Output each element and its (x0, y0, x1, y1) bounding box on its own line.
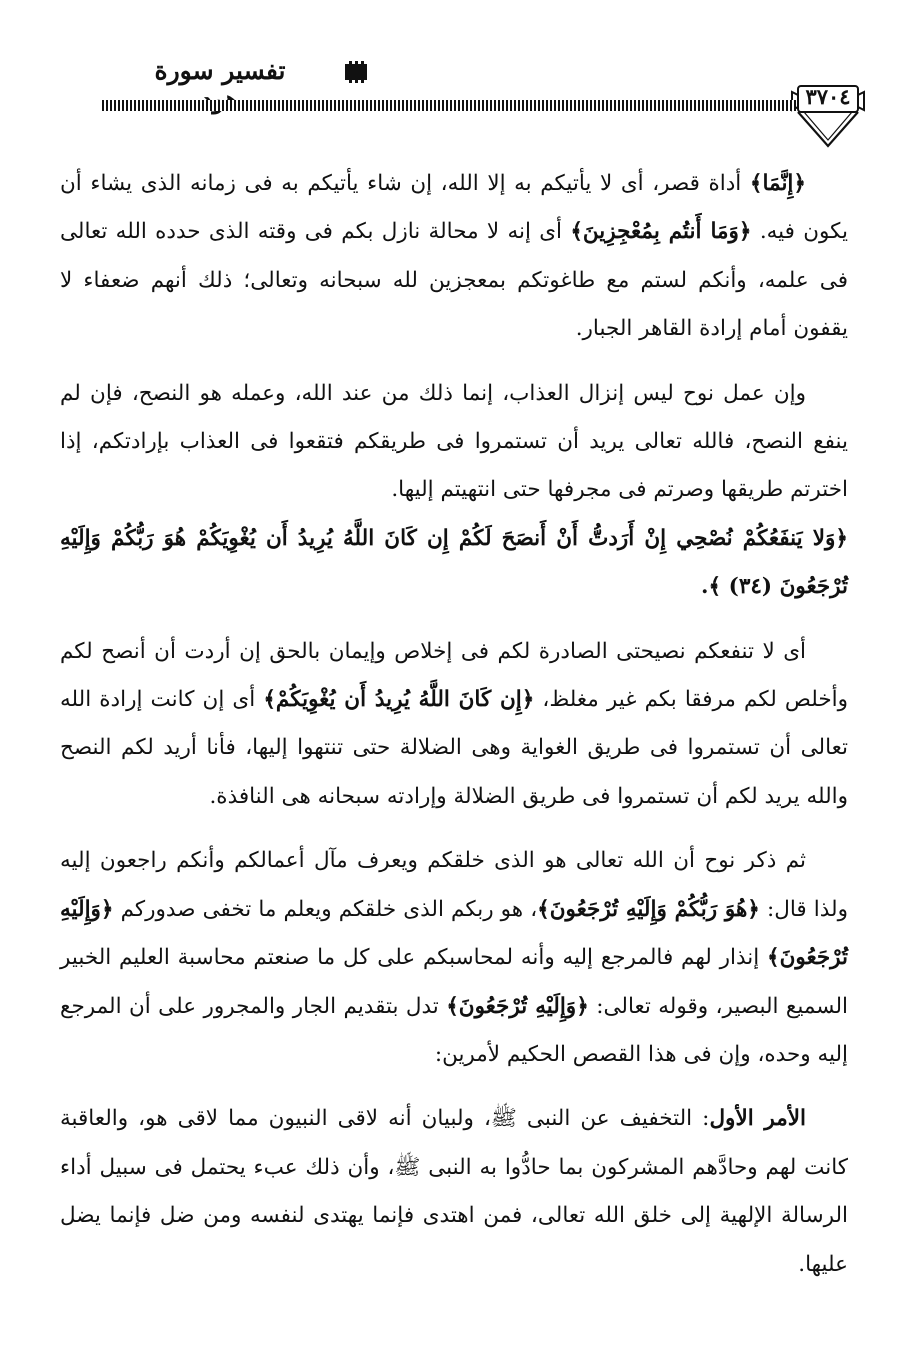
paragraph-text: إنذار لهم فالمرجع إليه وأنه لمحاسبكم على كل ما صنعتم محاسبة العليم الخبير السميع البصير، وقوله تعالى: (60, 945, 848, 1019)
verse-block (60, 515, 848, 612)
page-number: ٣٧٠٤ (805, 84, 851, 109)
page-header (0, 0, 919, 150)
quran-quote: ﴿إِن كَانَ اللَّهُ يُرِيدُ أَن يُغْوِيَكُمْ﴾ (263, 687, 535, 713)
paragraph (60, 837, 848, 1079)
paragraph-text: ، هو ربكم الذى خلقكم ويعلم ما تخفى صدوركم (113, 896, 538, 922)
paragraph-text: تدل بتقديم الجار والمجرور على أن المرجع إليه وحده، وإن فى هذا القصص الحكيم لأمرين: (60, 993, 848, 1067)
paragraph-text: أى لا تنفعكم نصيحتى الصادرة لكم فى إخلاص وإيمان بالحق إن أردت أن أنصح لكم وأخلص لكم مرفقا بكم غير مغلظ، (60, 638, 848, 713)
paragraph (60, 628, 848, 822)
paragraph (60, 160, 848, 354)
section-heading: الأمر الأول (709, 1106, 806, 1132)
ornament-icon (343, 60, 369, 84)
verse-end: ﴾. (701, 574, 722, 600)
paragraph-text: ثم ذكر نوح أن الله تعالى هو الذى خلقكم ويعرف مآل أعمالكم وأنكم راجعون إليه ولذا قال: (60, 848, 848, 922)
ayah-number: (٣٤) (721, 574, 780, 600)
paragraph-text: أى إن كانت إرادة الله تعالى أن تستمروا فى طريق الغواية وهى الضلالة حتى تنتهوا إليها، فأنا أريد لكم النصح والله يريد لكم أن تستمروا فى طريق الضلالة وإرادته سبحانه هى النافذة. (60, 687, 848, 809)
paragraph (60, 1095, 848, 1289)
quran-quote: ﴿وَإِلَيْهِ تُرْجَعُونَ﴾ (446, 993, 589, 1019)
paragraph-text: أداة قصر، أى لا يأتيكم به إلا الله، إن شاء يأتيكم به فى زمانه الذى يشاء أن يكون فيه. (60, 171, 848, 245)
quran-quote: ﴿وَإِلَيْهِ تُرْجَعُونَ﴾ (60, 896, 848, 971)
quran-quote: ﴿هُوَ رَبُّكُمْ وَإِلَيْهِ تُرْجَعُونَ﴾ (537, 896, 760, 922)
page-body (60, 160, 848, 1289)
running-title: تفسير سورة (154, 56, 286, 85)
paragraph-text: وإن عمل نوح ليس إنزال العذاب، إنما ذلك من عند الله، وعمله هو النصح، فإن لم ينفع النصح، فالله تعالى يريد أن تستمروا فى طريقكم فتقعوا فى العذاب بإرادتكم، إذا اخترتم طريقها وصرتم فى مجرفها حتى انتهيتم إليها. (60, 380, 848, 503)
paragraph-text: : التخفيف عن النبى ﷺ، ولبيان أنه لاقى النبيون مما لاقى هو، والعاقبة كانت لهم وحادَّهم المشركون بما حادُّوا به النبى ﷺ، وأن ذلك عبء يحتمل فى سبيل أداء الرسالة الإلهية إلى خلق الله تعالى، فمن اهتدى فإنما يهتدى لنفسه ومن ضل فإنما يضل عليها. (60, 1106, 848, 1277)
header-rule (102, 100, 796, 111)
paragraph-text: أى إنه لا محالة نازل بكم فى وقته الذى حدده الله تعالى فى علمه، وأنكم لستم مع طاغوتكم بمعجزين لله سبحانه وتعالى؛ ذلك أنهم ضعفاء لا يقفون أمام إرادة القاهر الجبار. (60, 219, 848, 342)
quran-quote: ﴿وَمَا أَنتُم بِمُعْجِزِينَ﴾ (570, 219, 752, 245)
page-number-badge (788, 70, 868, 150)
quran-verse: ﴿وَلا يَنفَعُكُمْ نُصْحِي إِنْ أَرَدتُّ أَنْ أَنصَحَ لَكُمْ إِن كَانَ اللَّهُ يُرِيدُ أَن يُغْوِيَكُمْ هُوَ رَبُّكُمْ وَإِلَيْهِ تُرْجَعُونَ (60, 525, 848, 600)
quran-quote: ﴿إِنَّمَا﴾ (749, 171, 806, 196)
paragraph (60, 370, 848, 515)
